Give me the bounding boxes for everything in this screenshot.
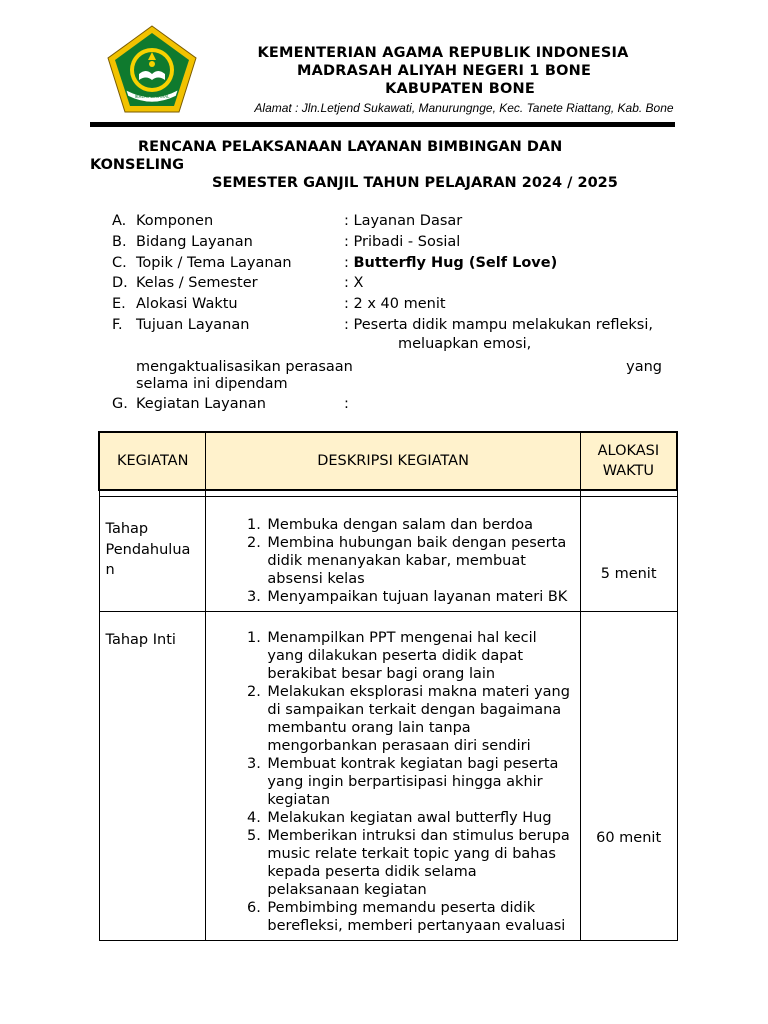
list-item: D. Kelas / Semester : X — [112, 275, 364, 292]
school-address: Alamat : Jln.Letjend Sukawati, Manurungnge, Kec. Tanete Riattang, Kab. Bone — [254, 101, 674, 115]
goal-continuation: meluapkan emosi, — [398, 335, 532, 352]
time-cell: 5 menit — [580, 497, 677, 612]
step-item: 5. Memberikan intruksi dan stimulus berupa music relate terkait topic yang di bahas kepada peserta didik selama pelaksanaan kegiatan — [265, 827, 570, 899]
step-item: 2. Membina hubungan baik dengan peserta didik menanyakan kabar, membuat absensi kelas — [265, 534, 570, 588]
column-header-time: ALOKASI WAKTU — [580, 432, 677, 490]
regency-name: KABUPATEN BONE — [385, 81, 535, 97]
step-item: 2. Melakukan eksplorasi makna materi yang di sampaikan terkait dengan bagaimana membantu orang lain tanpa mengorbankan perasaan diri sendiri — [265, 683, 570, 755]
list-item: B. Bidang Layanan : Pribadi - Sosial — [112, 233, 461, 250]
document-title — [90, 138, 690, 192]
header-divider — [90, 122, 675, 127]
title-line-1: RENCANA PELAKSANAAN LAYANAN BIMBINGAN DAN — [138, 139, 563, 155]
table-row — [99, 612, 677, 941]
svg-text:IKHLAS BERAMAL: IKHLAS BERAMAL — [134, 94, 170, 99]
title-line-2: KONSELING — [90, 157, 185, 173]
description-cell — [206, 497, 580, 612]
list-item: C. Topik / Tema Layanan : Butterfly Hug (Self Love) — [112, 254, 558, 271]
school-name: MADRASAH ALIYAH NEGERI 1 BONE — [296, 63, 592, 79]
ministry-name: KEMENTERIAN AGAMA REPUBLIK INDONESIA — [257, 45, 629, 61]
identity-list — [112, 211, 672, 415]
table-row — [99, 497, 677, 612]
time-cell: 60 menit — [580, 612, 677, 941]
stage-cell: Tahap Inti — [99, 612, 206, 941]
list-item: E. Alokasi Waktu : 2 x 40 menit — [112, 296, 446, 313]
activity-table — [98, 431, 678, 941]
list-item: A. Komponen : Layanan Dasar — [112, 213, 463, 229]
list-item: G. Kegiatan Layanan : — [112, 395, 349, 412]
description-cell — [206, 612, 580, 941]
column-header-description: DESKRIPSI KEGIATAN — [206, 432, 580, 490]
title-line-3: SEMESTER GANJIL TAHUN PELAJARAN 2024 / 2025 — [212, 175, 618, 191]
step-item: 1. Membuka dengan salam dan berdoa — [265, 516, 570, 534]
goal-continuation-block: mengaktualisasikan perasaan yang selama ini dipendam — [136, 358, 662, 392]
step-item: 3. Membuat kontrak kegiatan bagi peserta yang ingin berpartisipasi hingga akhir kegiatan — [265, 755, 570, 809]
topic-value: Butterfly Hug (Self Love) — [353, 254, 558, 271]
step-item: 6. Pembimbing memandu peserta didik berefleksi, memberi pertanyaan evaluasi — [265, 899, 570, 935]
step-item: 1. Menampilkan PPT mengenai hal kecil yang dilakukan peserta didik dapat berakibat besar bagi orang lain — [265, 629, 570, 683]
ministry-logo — [106, 24, 198, 116]
step-item: 4. Melakukan kegiatan awal butterfly Hug — [265, 809, 570, 827]
stage-cell: Tahap Pendahulua n — [99, 497, 206, 612]
letterhead — [200, 44, 700, 116]
ministry-emblem-icon — [106, 24, 198, 116]
column-header-activity: KEGIATAN — [99, 432, 206, 490]
list-item: F. Tujuan Layanan : Peserta didik mampu melakukan refleksi, — [112, 316, 654, 333]
step-item: 3. Menyampaikan tujuan layanan materi BK — [265, 588, 570, 606]
table-header-row — [99, 432, 677, 490]
